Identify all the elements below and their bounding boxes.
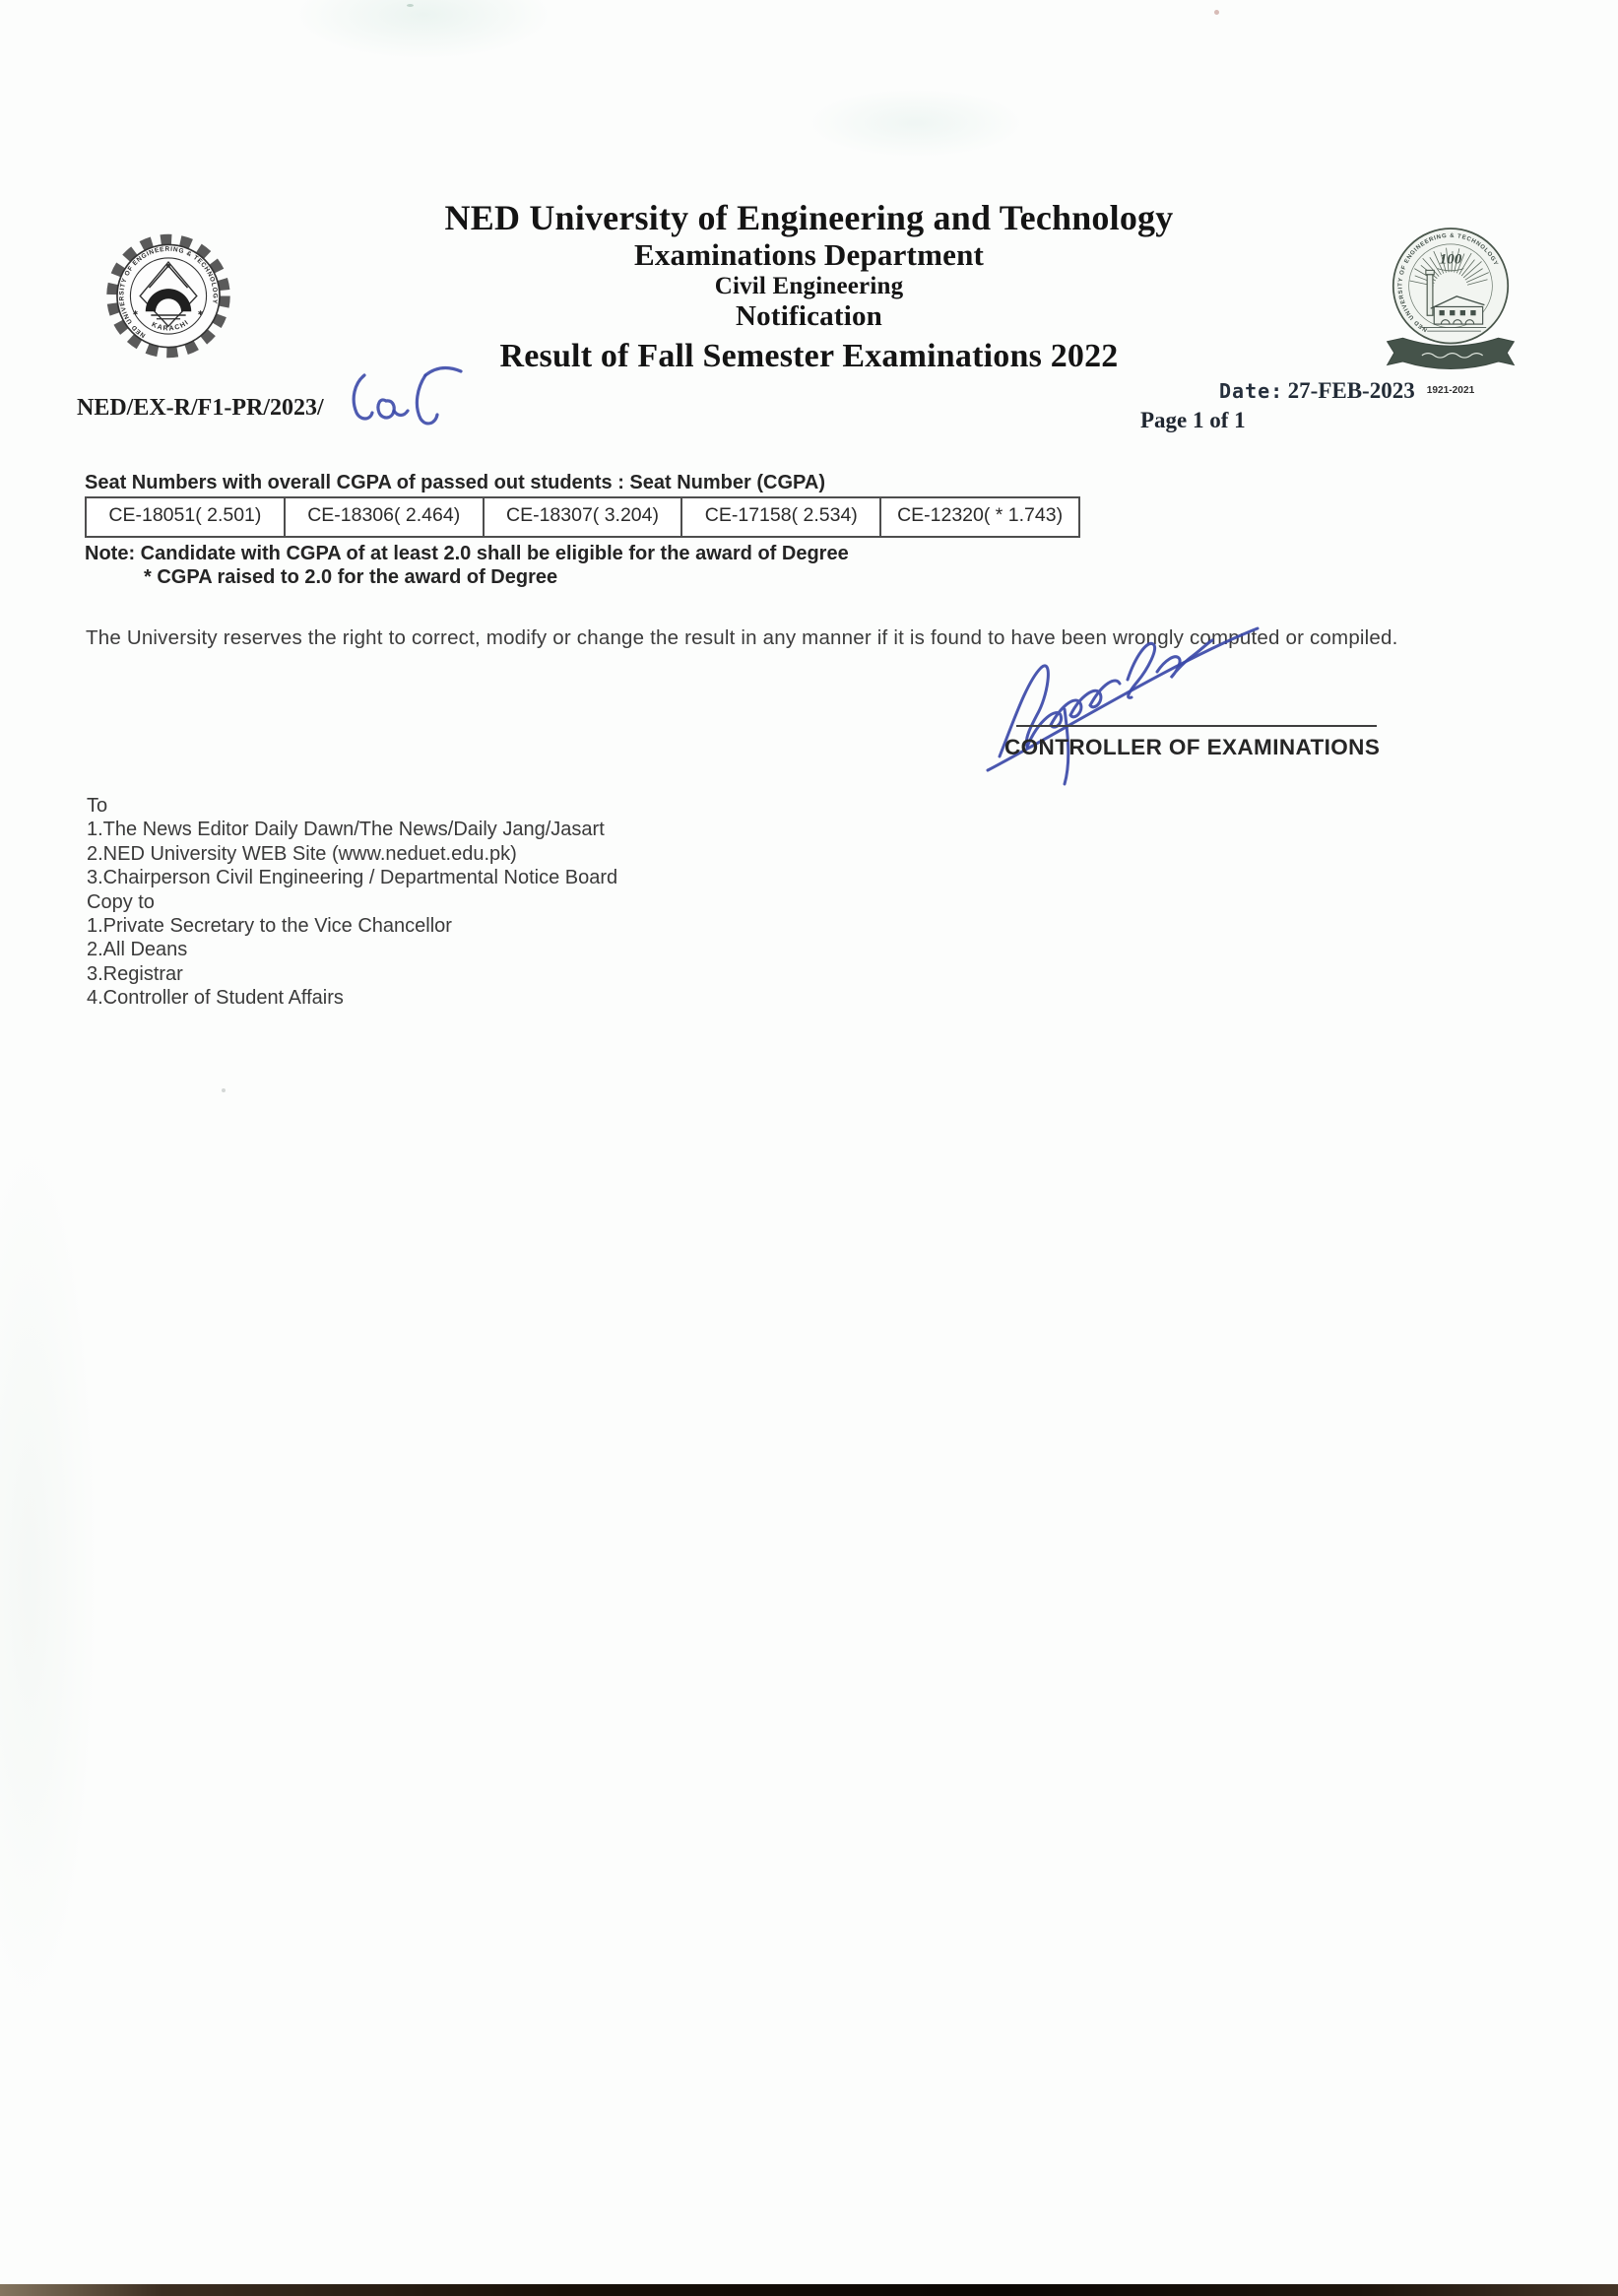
distribution-list — [87, 794, 617, 1011]
distribution-line: 4.Controller of Student Affairs — [87, 987, 344, 1010]
scan-speck — [222, 1088, 226, 1092]
seal-star-right: ✱ — [197, 310, 204, 318]
seal-ring-text: NED UNIVERSITY OF ENGINEERING & TECHNOLOGY — [1397, 232, 1499, 333]
note-cgpa-raised: * CGPA raised to 2.0 for the award of Degree — [144, 566, 558, 588]
scan-smudge — [808, 89, 1024, 158]
page-info: Page 1 of 1 — [1140, 408, 1246, 432]
distribution-line: 2.NED University WEB Site (www.neduet.edu.pk) — [87, 842, 517, 865]
handwritten-ref-number — [335, 363, 468, 434]
distribution-line: 2.All Deans — [87, 939, 188, 961]
signature-rule — [1016, 725, 1377, 727]
seal-star-left: ✱ — [132, 310, 139, 318]
seat-cell: CE-12320( * 1.743) — [879, 498, 1078, 536]
university-name: NED University of Engineering and Technology — [444, 198, 1174, 237]
department-name: Examinations Department — [633, 237, 985, 272]
distribution-line: 1.Private Secretary to the Vice Chancellor — [87, 915, 452, 938]
date-value: 27-FEB-2023 — [1287, 378, 1415, 403]
scan-smudge — [295, 0, 551, 59]
seat-cell: CE-18307( 3.204) — [483, 498, 681, 536]
centenary-100-text: 100 — [1439, 251, 1462, 268]
seat-cell: CE-17158( 2.534) — [680, 498, 879, 536]
reference-number: NED/EX-R/F1-PR/2023/ — [77, 395, 324, 421]
seal-city-text: KARACHI — [150, 318, 191, 333]
scanner-edge-strip — [0, 2284, 1618, 2296]
date-line — [1219, 378, 1415, 404]
seat-number-table — [85, 496, 1080, 538]
date-label: Date: — [1219, 379, 1284, 403]
seal-ring-text: NED UNIVERSITY OF ENGINEERING & TECHNOLOGY — [118, 245, 219, 339]
seat-cell: CE-18306( 2.464) — [284, 498, 483, 536]
seat-cell: CE-18051( 2.501) — [108, 504, 262, 526]
signatory-title: CONTROLLER OF EXAMINATIONS — [1004, 735, 1381, 759]
distribution-line: 3.Registrar — [87, 962, 183, 985]
distribution-line: 3.Chairperson Civil Engineering / Departmental Notice Board — [87, 867, 618, 889]
document-type: Notification — [736, 300, 882, 332]
scan-speck — [1214, 10, 1219, 15]
note-eligibility: Note: Candidate with CGPA of at least 2.0 shall be eligible for the award of Degree — [85, 543, 849, 564]
to-label: To — [87, 795, 108, 817]
scan-smudge — [0, 1133, 98, 2019]
distribution-line: 1.The News Editor Daily Dawn/The News/Daily Jang/Jasart — [87, 819, 605, 841]
centenary-years-text: 1921-2021 — [1426, 384, 1475, 396]
disclaimer-text: The University reserves the right to correct, modify or change the result in any manner if it is found to have been wrongly computed or compiled. — [86, 626, 1398, 649]
notification-subject: Result of Fall Semester Examinations 2022 — [499, 338, 1119, 374]
copy-to-label: Copy to — [87, 890, 155, 913]
controller-signature — [970, 601, 1275, 790]
scan-speck — [407, 4, 414, 7]
seat-section-label: Seat Numbers with overall CGPA of passed out students : Seat Number (CGPA) — [85, 472, 825, 493]
discipline-name: Civil Engineering — [714, 273, 904, 299]
